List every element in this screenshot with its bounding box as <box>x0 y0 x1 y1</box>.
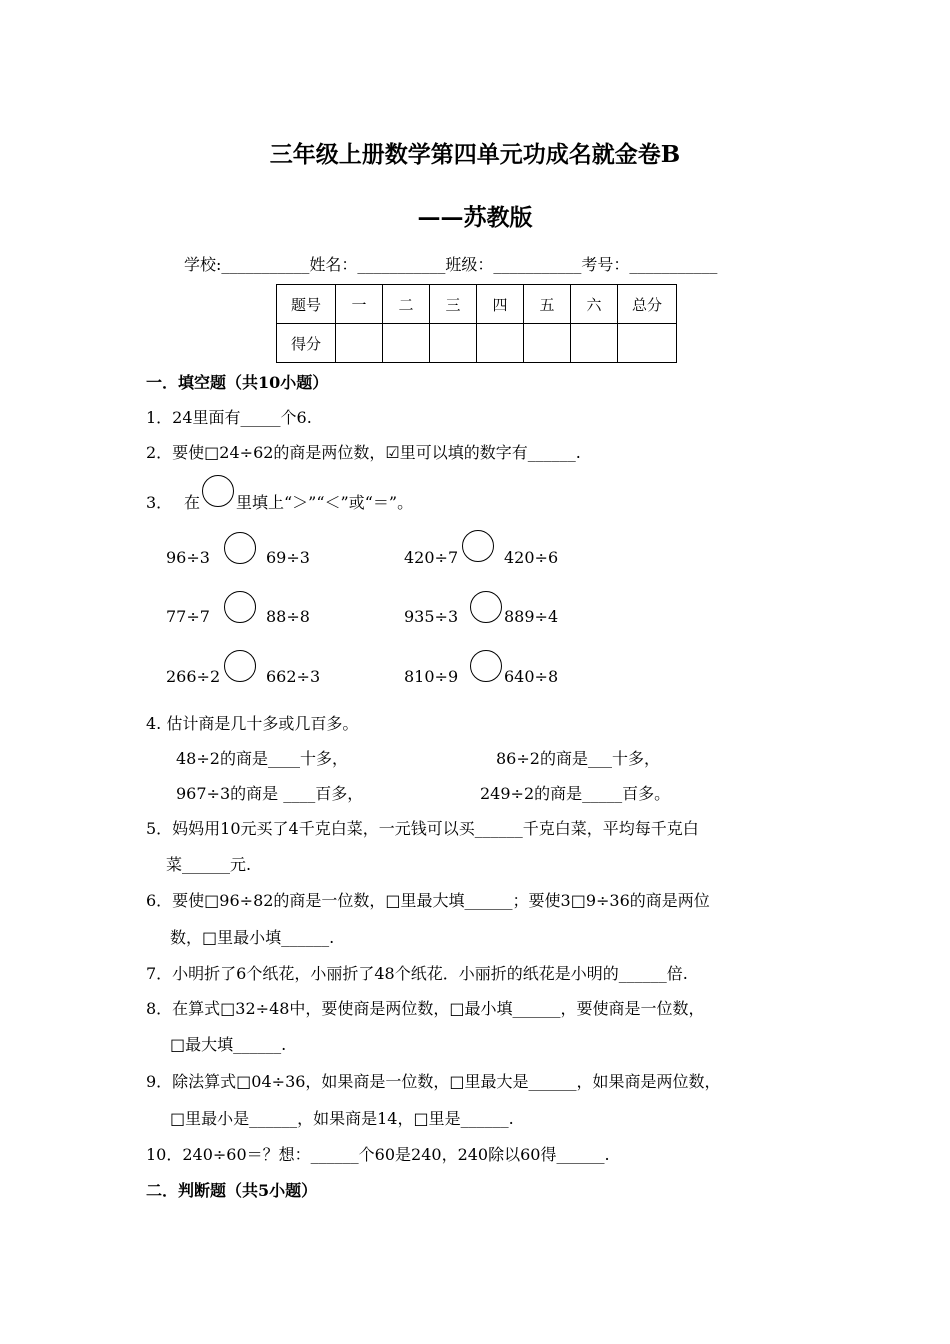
compare-circle[interactable] <box>224 532 256 564</box>
score-table-score-row <box>277 324 677 363</box>
question-5-line-2: 菜______元. <box>166 855 252 874</box>
compare-circle[interactable] <box>224 650 256 682</box>
question-7: 7．小明折了6个纸花，小丽折了48个纸花．小丽折的纸花是小明的______倍. <box>146 964 688 983</box>
question-4-b: 86÷2的商是___十多， <box>496 749 660 768</box>
question-6-line-1: 6．要使□96÷82的商是一位数，□里最大填______；要使3□9÷36的商是两位 <box>146 891 710 910</box>
question-2: 2．要使□24÷62的商是两位数，☑里可以填的数字有______. <box>146 443 581 462</box>
score-header-cell: 五 <box>524 285 571 324</box>
compare-left: 935÷3 <box>404 607 459 626</box>
score-row-label: 得分 <box>277 324 336 363</box>
question-9-line-2: □里最小是______，如果商是14，□里是______. <box>170 1109 514 1128</box>
score-cell[interactable] <box>618 324 677 363</box>
student-info-line: 学校:___________姓名：___________班级：___________考号：___________ <box>184 255 718 274</box>
compare-right: 662÷3 <box>266 667 321 686</box>
compare-right: 88÷8 <box>266 607 310 626</box>
score-header-cell: 总分 <box>618 285 677 324</box>
question-4-d: 249÷2的商是_____百多。 <box>480 784 671 803</box>
question-4-c: 967÷3的商是 ____百多， <box>176 784 364 803</box>
score-cell[interactable] <box>430 324 477 363</box>
score-header-cell: 三 <box>430 285 477 324</box>
score-cell[interactable] <box>524 324 571 363</box>
question-1: 1．24里面有_____个6. <box>146 408 312 427</box>
compare-circle[interactable] <box>470 650 502 682</box>
question-8-line-1: 8．在算式□32÷48中，要使商是两位数，□最小填______，要使商是一位数， <box>146 999 705 1018</box>
compare-left: 420÷7 <box>404 548 459 567</box>
compare-left: 266÷2 <box>166 667 221 686</box>
compare-circle[interactable] <box>462 530 494 562</box>
score-table-header-row <box>277 285 677 324</box>
compare-right: 69÷3 <box>266 548 310 567</box>
question-3-instruction: 里填上“＞”“＜”或“＝”。 <box>236 493 414 512</box>
circle-icon <box>202 475 234 507</box>
compare-circle[interactable] <box>224 591 256 623</box>
score-header-cell: 六 <box>571 285 618 324</box>
page-title: 三年级上册数学第四单元功成名就金卷B <box>269 141 681 168</box>
score-cell[interactable] <box>571 324 618 363</box>
compare-right: 640÷8 <box>504 667 559 686</box>
question-3-prefix: 在 <box>184 493 201 512</box>
compare-left: 96÷3 <box>166 548 210 567</box>
question-4-title: 4. 估计商是几十多或几百多。 <box>146 714 359 733</box>
section-heading-true-false: 二．判断题（共5小题） <box>146 1181 318 1200</box>
score-header-cell: 二 <box>383 285 430 324</box>
score-cell[interactable] <box>336 324 383 363</box>
score-table <box>276 284 677 363</box>
compare-right: 889÷4 <box>504 607 559 626</box>
score-cell[interactable] <box>383 324 430 363</box>
compare-left: 77÷7 <box>166 607 210 626</box>
question-6-line-2: 数，□里最小填______. <box>170 928 335 947</box>
score-header-cell: 题号 <box>277 285 336 324</box>
compare-right: 420÷6 <box>504 548 559 567</box>
question-5-line-1: 5．妈妈用10元买了4千克白菜，一元钱可以买______千克白菜，平均每千克白 <box>146 819 699 838</box>
compare-circle[interactable] <box>470 591 502 623</box>
question-8-line-2: □最大填______. <box>170 1035 287 1054</box>
page-subtitle: ——苏教版 <box>417 204 533 231</box>
question-10: 10．240÷60＝？想：______个60是240，240除以60得______. <box>146 1145 610 1164</box>
question-4-a: 48÷2的商是____十多， <box>176 749 348 768</box>
question-9-line-1: 9．除法算式□04÷36，如果商是一位数，□里最大是______，如果商是两位数， <box>146 1072 721 1091</box>
compare-left: 810÷9 <box>404 667 459 686</box>
score-header-cell: 一 <box>336 285 383 324</box>
score-cell[interactable] <box>477 324 524 363</box>
question-3-number: 3． <box>146 493 173 512</box>
section-heading-fill-blank: 一．填空题（共10小题） <box>146 373 329 392</box>
score-header-cell: 四 <box>477 285 524 324</box>
